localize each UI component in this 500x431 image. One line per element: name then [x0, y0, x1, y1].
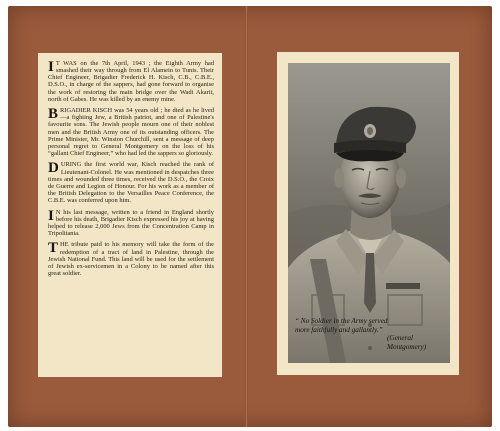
- drop-cap: D: [48, 160, 59, 177]
- paragraph-text: HE tribute paid to his memory will take the form of the redemption of a tract of land in Palestine, through the Jewish National Fund. This land will be used for the settlement of Jewish ex-servicemen in a Colony to be named after this great soldier.: [48, 241, 214, 277]
- quote-attribution: (General Montgomery): [387, 334, 427, 351]
- drop-cap: B: [48, 106, 59, 123]
- paragraph-text: RIGADIER KISCH was 54 years old ; he died as he lived—a fighting Jew, a British patriot, and one of Palestine's favourite sons. The Jewish people mourn one of their noblest men and the British Army one of its outstanding officers. The Prime Minister, Mr. Winston Churchill, sent a message of deep personal regret to General Montgomery on the loss of his “gallant Chief Engineer,” who had led the sappers so gloriously.: [48, 107, 214, 158]
- portrait-photo: [288, 63, 450, 363]
- paragraph-text: URING the first world war, Kisch reached the rank of Lieutenant-Colonel. He was mentioned in despatches three times and wounded three times, received the D.S.O., the Croix de Guerre and Legion of Honour. For his work as a member of the British Delegation to the Versailles Peace Conference, the C.B.E. was conferred upon him.: [48, 161, 214, 205]
- drop-cap: I: [48, 207, 54, 224]
- paragraph-text: T WAS on the 7th April, 1943 ; the Eighth Army had smashed their way through from El Alamein to Tunis. Their Chief Engineer, Brigadier Frederick H. Kisch, C.B., C.B.E., D.S.O., in charge of the sappers, had gone forward to organise the work of restoring the main bridge over the Wadi Akarit, north of Gabes. He was killed by an enemy mine.: [48, 60, 214, 103]
- montgomery-quote: [295, 317, 445, 351]
- drop-cap: T: [48, 240, 59, 257]
- paragraph-4: [48, 209, 214, 238]
- paragraph-3: [48, 161, 214, 204]
- paragraph-2: [48, 107, 214, 157]
- paragraph-text: N his last message, written to a friend in England shortly before his death, Brigadier Kisch expressed his joy at having helped to release 2,000 Jews from the Concentration Camp in Tripolitania.: [48, 208, 214, 237]
- text-panel: [38, 53, 222, 377]
- drop-cap: I: [48, 59, 54, 75]
- paragraph-5: [48, 241, 214, 277]
- quote-line-1: “ No Soldier in the Army served: [295, 317, 388, 325]
- photo-panel: [277, 52, 459, 375]
- card-fold: [245, 6, 248, 427]
- quote-line-2: more faithfully and gallantly.”: [295, 325, 383, 334]
- paragraph-1: [48, 60, 214, 103]
